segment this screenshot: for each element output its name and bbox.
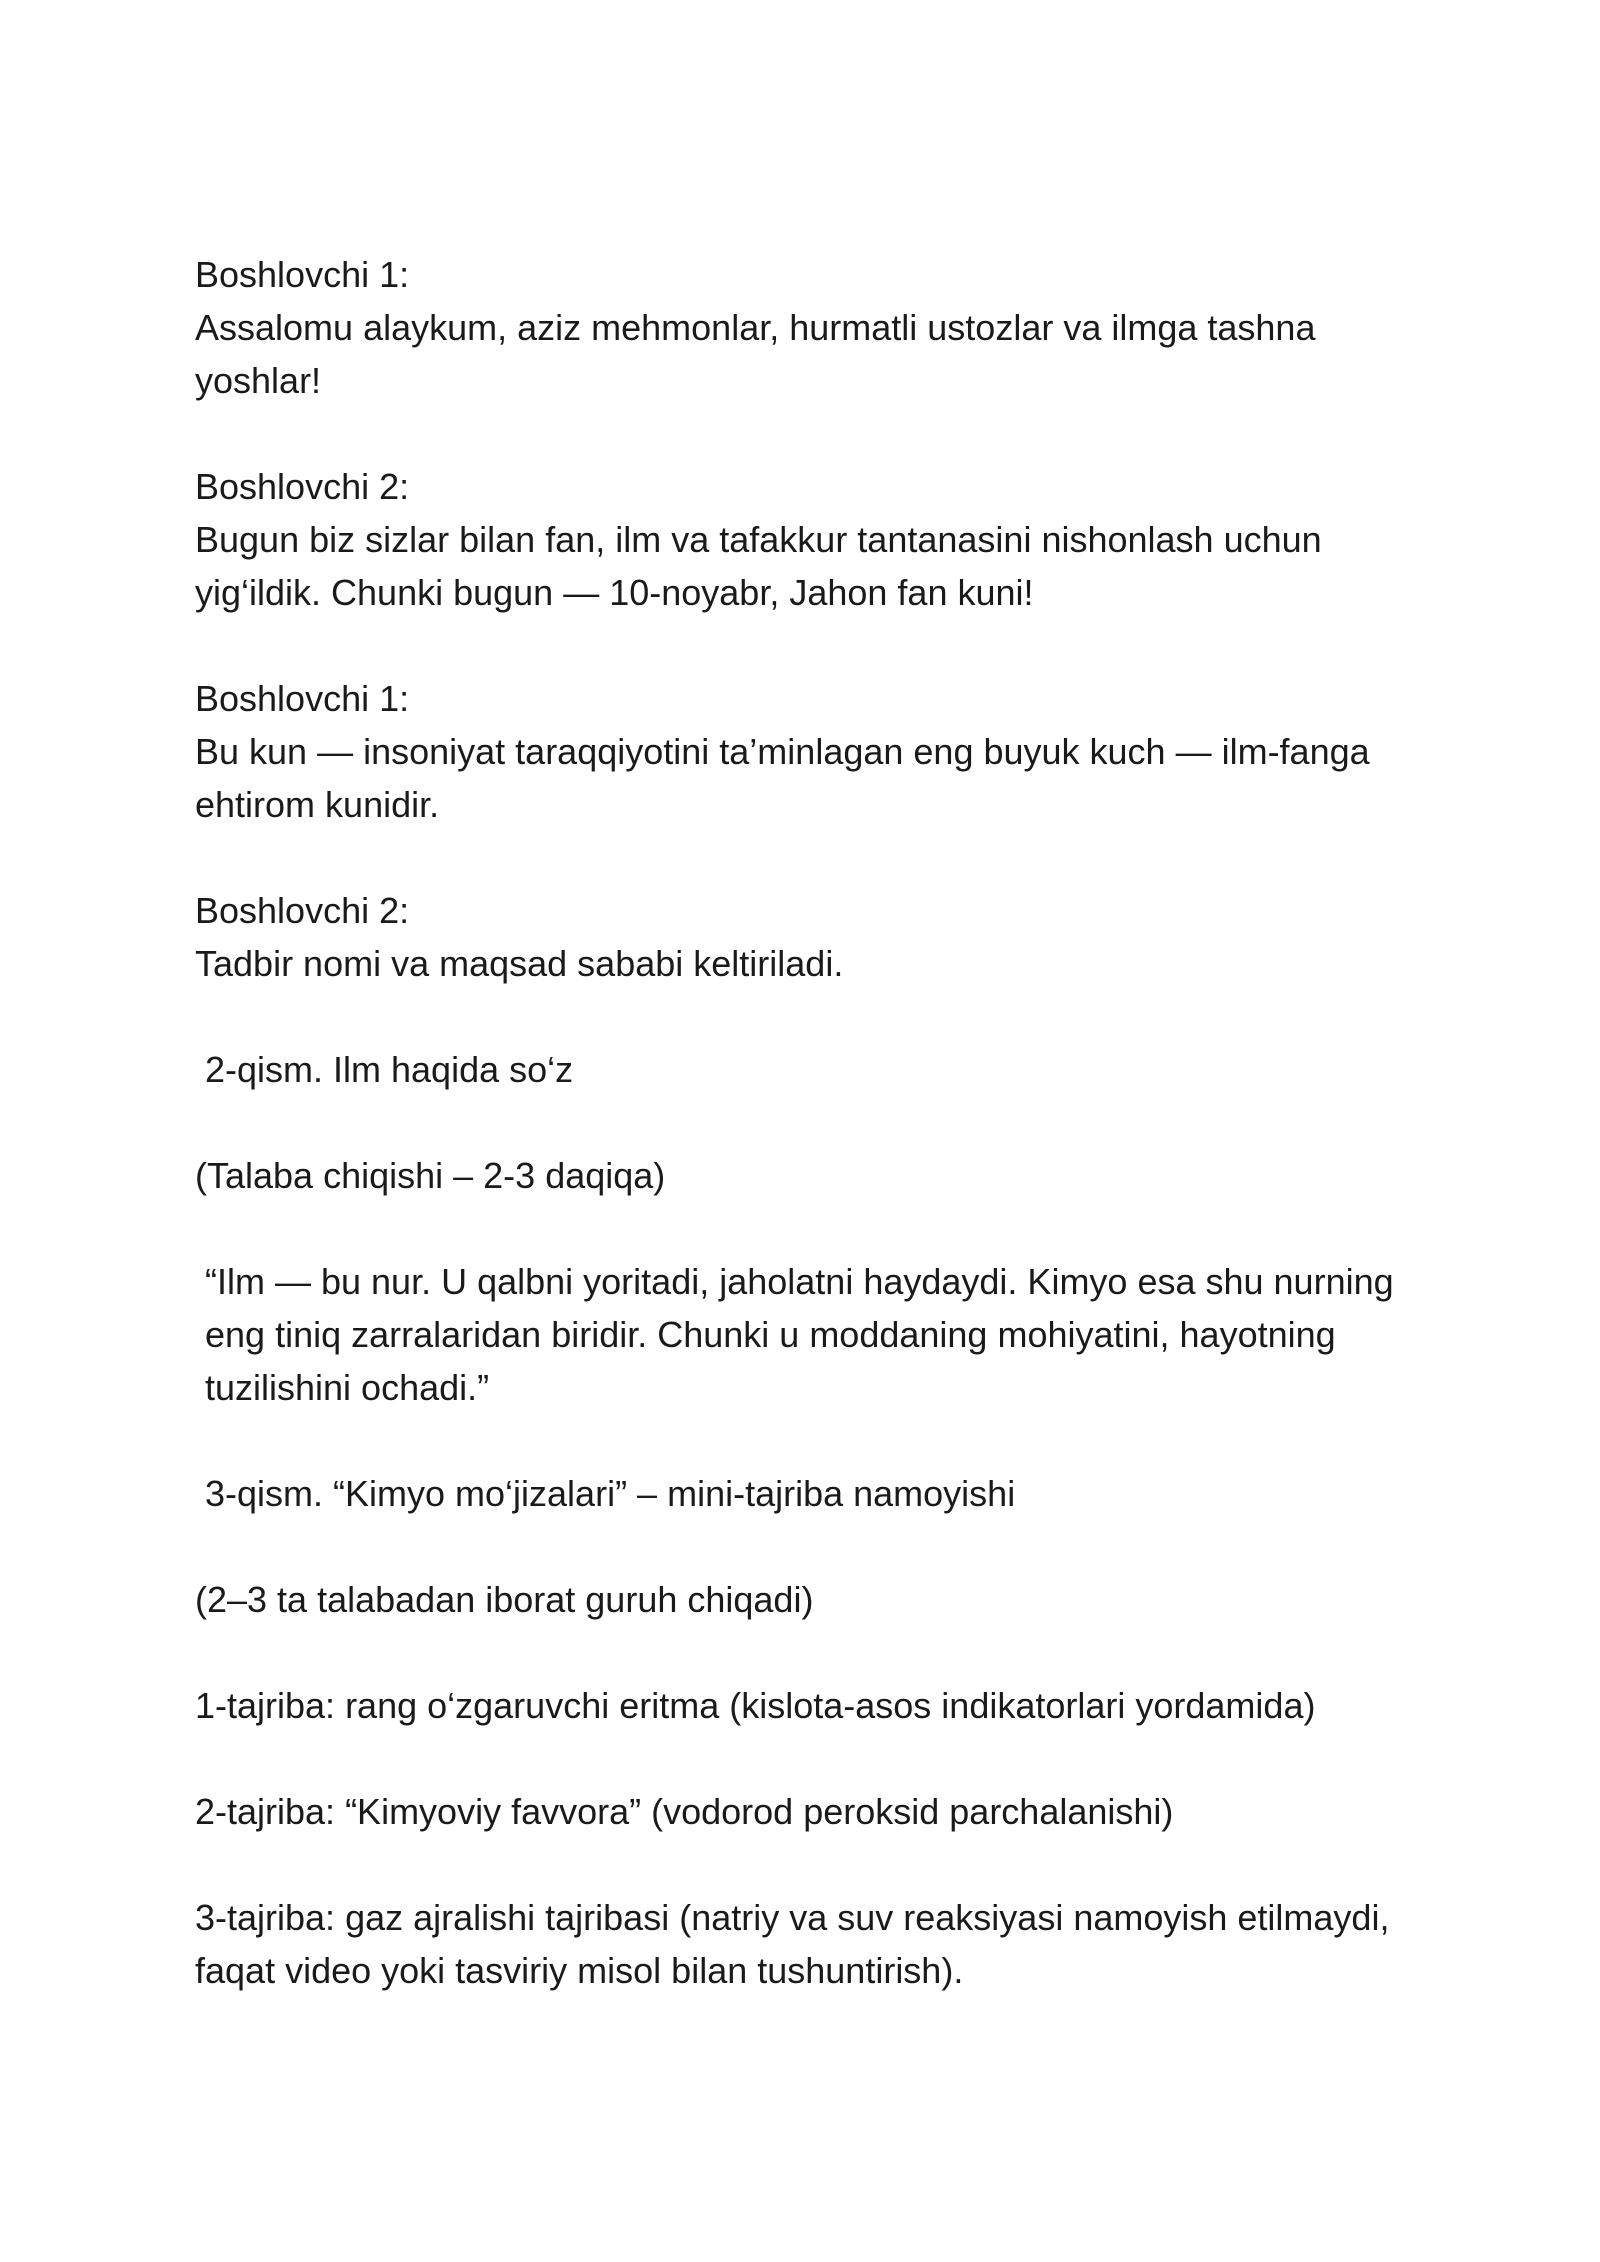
dialogue-block — [195, 460, 1435, 619]
section-heading — [195, 1043, 1435, 1096]
experiment-text: 1-tajriba: rang o‘zgaruvchi eritma (kislota-asos indikatorlari yordamida) — [195, 1685, 1316, 1726]
speaker-text: Bu kun — insoniyat taraqqiyotini ta’minlagan eng buyuk kuch — ilm-fanga ehtirom kunidir. — [195, 731, 1370, 825]
document-page — [195, 248, 1435, 2050]
speaker-label: Boshlovchi 1: — [195, 254, 410, 295]
speaker-label: Boshlovchi 2: — [195, 466, 410, 507]
speaker-text: Assalomu alaykum, aziz mehmonlar, hurmatli ustozlar va ilmga tashna yoshlar! — [195, 307, 1316, 401]
quote-block — [195, 1255, 1435, 1414]
part2-note: (Talaba chiqishi – 2-3 daqiqa) — [195, 1155, 666, 1196]
speaker-label: Boshlovchi 2: — [195, 890, 410, 931]
experiment-text: 3-tajriba: gaz ajralishi tajribasi (natriy va suv reaksiyasi namoyish etilmaydi, faqat video yoki tasviriy misol bilan tushuntirish). — [195, 1897, 1390, 1991]
experiment-item — [195, 1891, 1435, 1997]
part2-quote: “Ilm — bu nur. U qalbni yoritadi, jaholatni haydaydi. Kimyo esa shu nurning eng tiniq zarralaridan biridir. Chunki u moddaning mohiyatini, hayotning tuzilishini ochadi.” — [205, 1261, 1394, 1408]
speaker-label: Boshlovchi 1: — [195, 678, 410, 719]
dialogue-block — [195, 884, 1435, 990]
stage-note — [195, 1149, 1435, 1202]
experiment-text: 2-tajriba: “Kimyoviy favvora” (vodorod peroksid parchalanishi) — [195, 1791, 1174, 1832]
part3-heading: 3-qism. “Kimyo mo‘jizalari” – mini-tajriba namoyishi — [205, 1473, 1016, 1514]
part2-heading: 2-qism. Ilm haqida so‘z — [205, 1049, 574, 1090]
experiment-item — [195, 1679, 1435, 1732]
experiment-item — [195, 1785, 1435, 1838]
dialogue-block — [195, 248, 1435, 407]
part3-note: (2–3 ta talabadan iborat guruh chiqadi) — [195, 1579, 814, 1620]
speaker-text: Bugun biz sizlar bilan fan, ilm va tafakkur tantanasini nishonlash uchun yig‘ildik. Chunki bugun — 10-noyabr, Jahon fan kuni! — [195, 519, 1322, 613]
speaker-text: Tadbir nomi va maqsad sababi keltiriladi. — [195, 943, 844, 984]
section-heading — [195, 1467, 1435, 1520]
stage-note — [195, 1573, 1435, 1626]
dialogue-block — [195, 672, 1435, 831]
